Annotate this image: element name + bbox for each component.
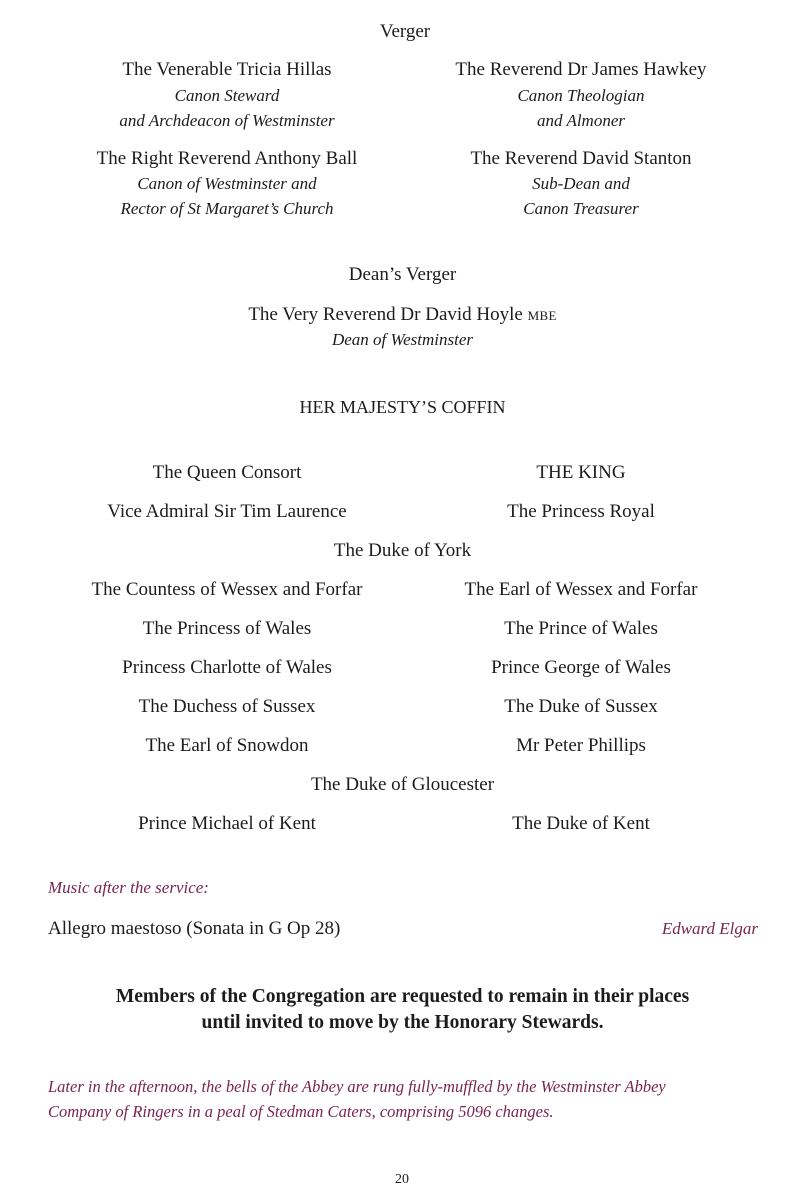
clergy-role: Canon of Westminster and xyxy=(137,174,317,193)
clergy-role: and Archdeacon of Westminster xyxy=(119,111,335,130)
dean-honour: MBE xyxy=(527,308,557,323)
clergy-role: and Almoner xyxy=(537,111,625,130)
music-piece: Allegro maestoso (Sonata in G Op 28) xyxy=(48,918,341,939)
family-right: The Princess Royal xyxy=(507,501,655,522)
congregation-notice-line: Members of the Congregation are requested to remain in their places xyxy=(115,986,690,1007)
music-composer: Edward Elgar xyxy=(661,919,758,938)
dean-name: The Very Reverend Dr David Hoyle xyxy=(248,304,523,325)
music-heading: Music after the service: xyxy=(48,878,209,897)
family-right: Mr Peter Phillips xyxy=(516,735,646,756)
family-right: The Duke of Kent xyxy=(512,813,650,834)
bells-note-line: Later in the afternoon, the bells of the Abbey are rung fully-muffled by the Westminster Abbey xyxy=(48,1077,666,1096)
verger-label: Verger xyxy=(379,21,431,42)
dean-role: Dean of Westminster xyxy=(331,330,474,349)
family-left: The Earl of Snowdon xyxy=(145,735,309,756)
clergy-role: Canon Treasurer xyxy=(523,199,639,218)
family-left: Princess Charlotte of Wales xyxy=(122,657,332,678)
deans-verger-label: Dean’s Verger xyxy=(348,264,457,285)
family-center: The Duke of York xyxy=(333,540,472,561)
clergy-name: The Right Reverend Anthony Ball xyxy=(96,148,358,169)
coffin-heading: HER MAJESTY’S COFFIN xyxy=(299,397,506,417)
clergy-name: The Reverend David Stanton xyxy=(470,148,692,169)
clergy-name: The Reverend Dr James Hawkey xyxy=(455,59,707,80)
dean-name-line xyxy=(0,304,805,327)
clergy-role: Sub-Dean and xyxy=(532,174,630,193)
family-right: The Duke of Sussex xyxy=(504,696,658,717)
family-right: The Prince of Wales xyxy=(504,618,658,639)
family-left: Vice Admiral Sir Tim Laurence xyxy=(107,501,347,522)
clergy-role: Rector of St Margaret’s Church xyxy=(120,199,334,218)
family-left: The Princess of Wales xyxy=(142,618,312,639)
family-left: The Countess of Wessex and Forfar xyxy=(91,579,363,600)
congregation-notice-line: until invited to move by the Honorary Stewards. xyxy=(201,1012,604,1033)
page-number: 20 xyxy=(395,1172,409,1187)
family-right: THE KING xyxy=(536,462,626,483)
clergy-name: The Venerable Tricia Hillas xyxy=(122,59,332,80)
family-right: The Earl of Wessex and Forfar xyxy=(464,579,698,600)
family-center: The Duke of Gloucester xyxy=(310,774,495,795)
family-right: Prince George of Wales xyxy=(491,657,671,678)
clergy-role: Canon Theologian xyxy=(517,86,645,105)
family-left: Prince Michael of Kent xyxy=(138,813,316,834)
family-left: The Duchess of Sussex xyxy=(138,696,316,717)
family-left: The Queen Consort xyxy=(152,462,302,483)
clergy-role: Canon Steward xyxy=(174,86,280,105)
bells-note-line: Company of Ringers in a peal of Stedman Caters, comprising 5096 changes. xyxy=(48,1102,554,1121)
